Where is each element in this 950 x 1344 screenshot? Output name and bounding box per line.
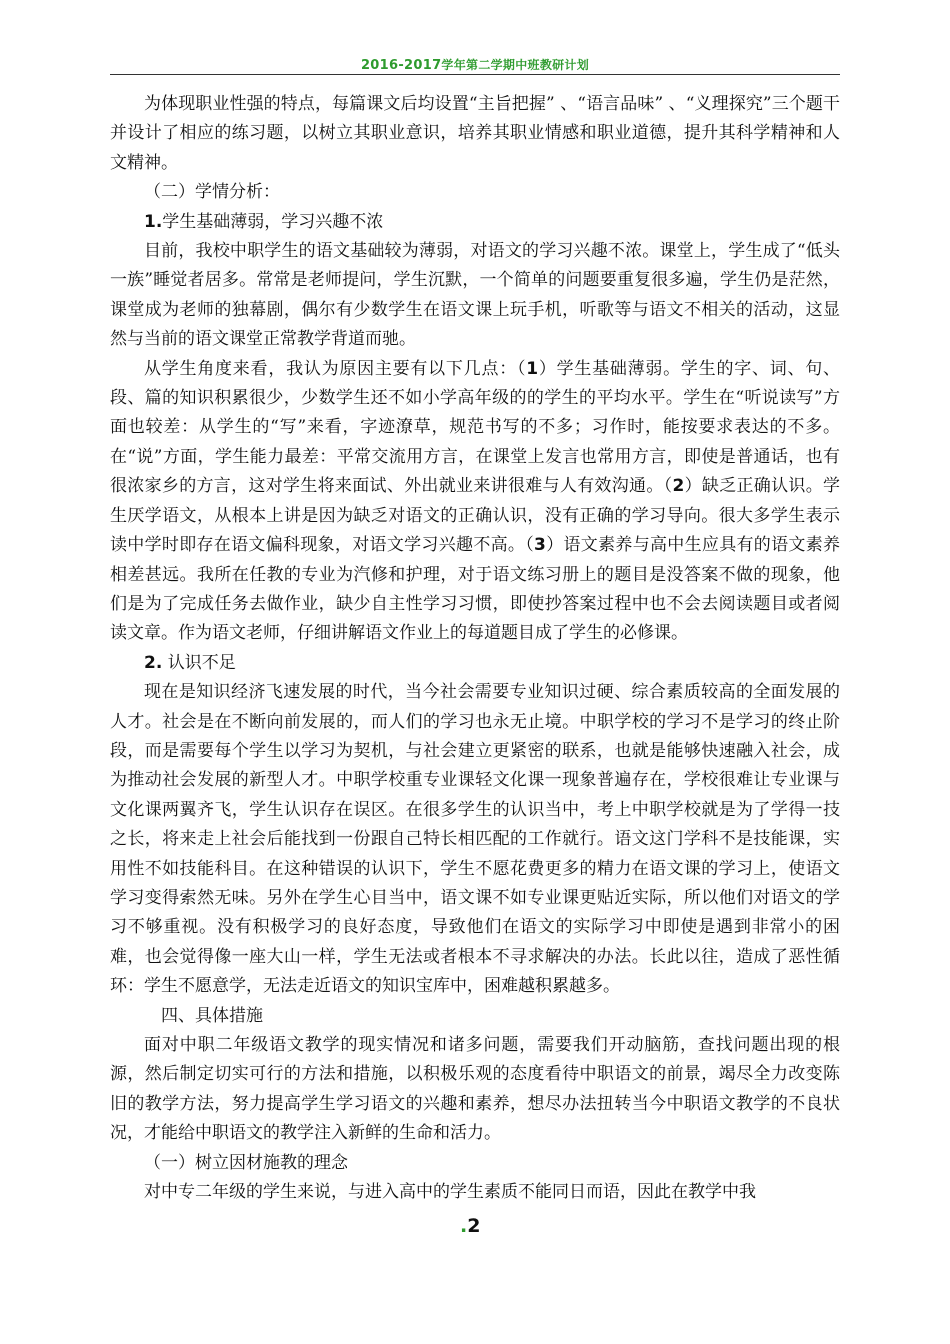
header-year: 2016-2017	[360, 58, 442, 73]
reasons-text-d: ）语文素养与高中生应具有的语文素养相差甚远。我所在任教的专业为汽修和护理，对于语文练习册上的题目是没答案不做的现象，他们是为了完成任务去做作业，缺少自主性学习习惯，即使抄答案过程中也不会去阅读题目或者阅读文章。作为语文老师，仔细讲解语文作业上的每道题目成了学生的必修课。	[110, 535, 841, 644]
heading-weak-foundation	[110, 208, 840, 237]
heading-specific-measures: 四、具体措施	[161, 1005, 263, 1026]
heading-teach-accordingly: （一）树立因材施教的理念	[144, 1152, 348, 1173]
reasons-text-b: ）学生基础薄弱。学生的字、词、句、段、篇的知识积累很少，少数学生还不如小学高年级的的学生的平均水平。学生在“听说读写”方面也较差：从学生的“写”来看，字迹潦草，规范书写的不多；习作时，能按要求表达的不多。在“说”方面，学生能力最差：平常交流用方言，在课堂上发言也常用方言，即使是普通话，也有很浓家乡的方言，这对学生将来面试、外出就业来讲很难与人有效沟通。（	[110, 358, 841, 497]
reasons-text-a: 从学生角度来看，我认为原因主要有以下几点：（	[144, 358, 527, 379]
page-number-value: 2	[467, 1215, 481, 1237]
heading-weak-foundation-text: 学生基础薄弱，学习兴趣不浓	[162, 211, 384, 232]
heading-insufficient-awareness	[110, 649, 840, 678]
paragraph-reasons	[110, 355, 840, 649]
reason-number-3: 3	[534, 535, 546, 556]
header-divider	[110, 74, 840, 75]
paragraph-current-state: 目前，我校中职学生的语文基础较为薄弱，对语文的学习兴趣不浓。课堂上，学生成了“低头一族”睡觉者居多。常常是老师提问，学生沉默，一个简单的问题要重复很多遍，学生仍是茫然，课堂成为老师的独幕剧，偶尔有少数学生在语文课上玩手机，听歌等与语文不相关的活动，这显然与当前的语文课堂正常教学背道而驰。	[110, 241, 840, 350]
header-title: 学年第二学期中班教研计划	[441, 58, 590, 72]
reason-number-1: 1	[526, 358, 539, 379]
heading-insufficient-awareness-text: 认识不足	[162, 652, 236, 673]
paragraph-awareness: 现在是知识经济飞速发展的时代，当今社会需要专业知识过硬、综合素质较高的全面发展的人才。社会是在不断向前发展的，而人们的学习也永无止境。中职学校的学习不是学习的终止阶段，而是需要每个学生以学习为契机，与社会建立更紧密的联系，也就是能够快速融入社会，成为推动社会发展的新型人才。中职学校重专业课轻文化课一现象普遍存在，学校很难让专业课与文化课两翼齐飞，学生认识存在误区。在很多学生的认识当中，考上中职学校就是为了学得一技之长，将来走上社会后能找到一份跟自己特长相匹配的工作就行。语文这门学科不是技能课，实用性不如技能科目。在这种错误的认识下，学生不愿花费更多的精力在语文课的学习上，使语文学习变得索然无味。另外在学生心目当中，语文课不如专业课更贴近实际，所以他们对语文的学习不够重视。没有积极学习的良好态度，导致他们在语文的实际学习中即使是遇到非常小的困难，也会觉得像一座大山一样，学生无法或者根本不寻求解决的办法。长此以往，造成了恶性循环：学生不愿意学，无法走近语文的知识宝库中，困难越积累越多。	[110, 682, 840, 997]
paragraph-intro: 为体现职业性强的特点，每篇课文后均设置“主旨把握” 、“语言品味” 、“义理探究”三个题干并设计了相应的练习题，以树立其职业意识，培养其职业情感和职业道德，提升其科学精神和人文精神。	[110, 94, 840, 173]
page-header	[110, 56, 840, 73]
paragraph-measures: 面对中职二年级语文教学的现实情况和诸多问题，需要我们开动脑筋，查找问题出现的根源，然后制定切实可行的方法和措施，以积极乐观的态度看待中职语文的前景，竭尽全力改变陈旧的教学方法，努力提高学生学习语文的兴趣和素养，想尽办法扭转当今中职语文教学的不良状况，才能给中职语文的教学注入新鲜的生命和活力。	[110, 1035, 840, 1144]
page-number	[460, 1215, 480, 1237]
heading-number-1: 1.	[144, 211, 163, 232]
reasons-text-c: ）缺乏正确认识。学生厌学语文，从根本上讲是因为缺乏对语文的正确认识，没有正确的学习导向。很大多学生表示读中学时即存在语文偏科现象，对语文学习兴趣不高。（	[110, 476, 841, 556]
document-body	[110, 90, 840, 1207]
page-number-dot: .	[460, 1215, 468, 1237]
heading-student-analysis: （二）学情分析：	[144, 182, 280, 203]
paragraph-teaching: 对中专二年级的学生来说，与进入高中的学生素质不能同日而语，因此在教学中我	[144, 1182, 756, 1203]
reason-number-2: 2	[672, 476, 685, 497]
heading-number-2: 2.	[144, 652, 163, 673]
